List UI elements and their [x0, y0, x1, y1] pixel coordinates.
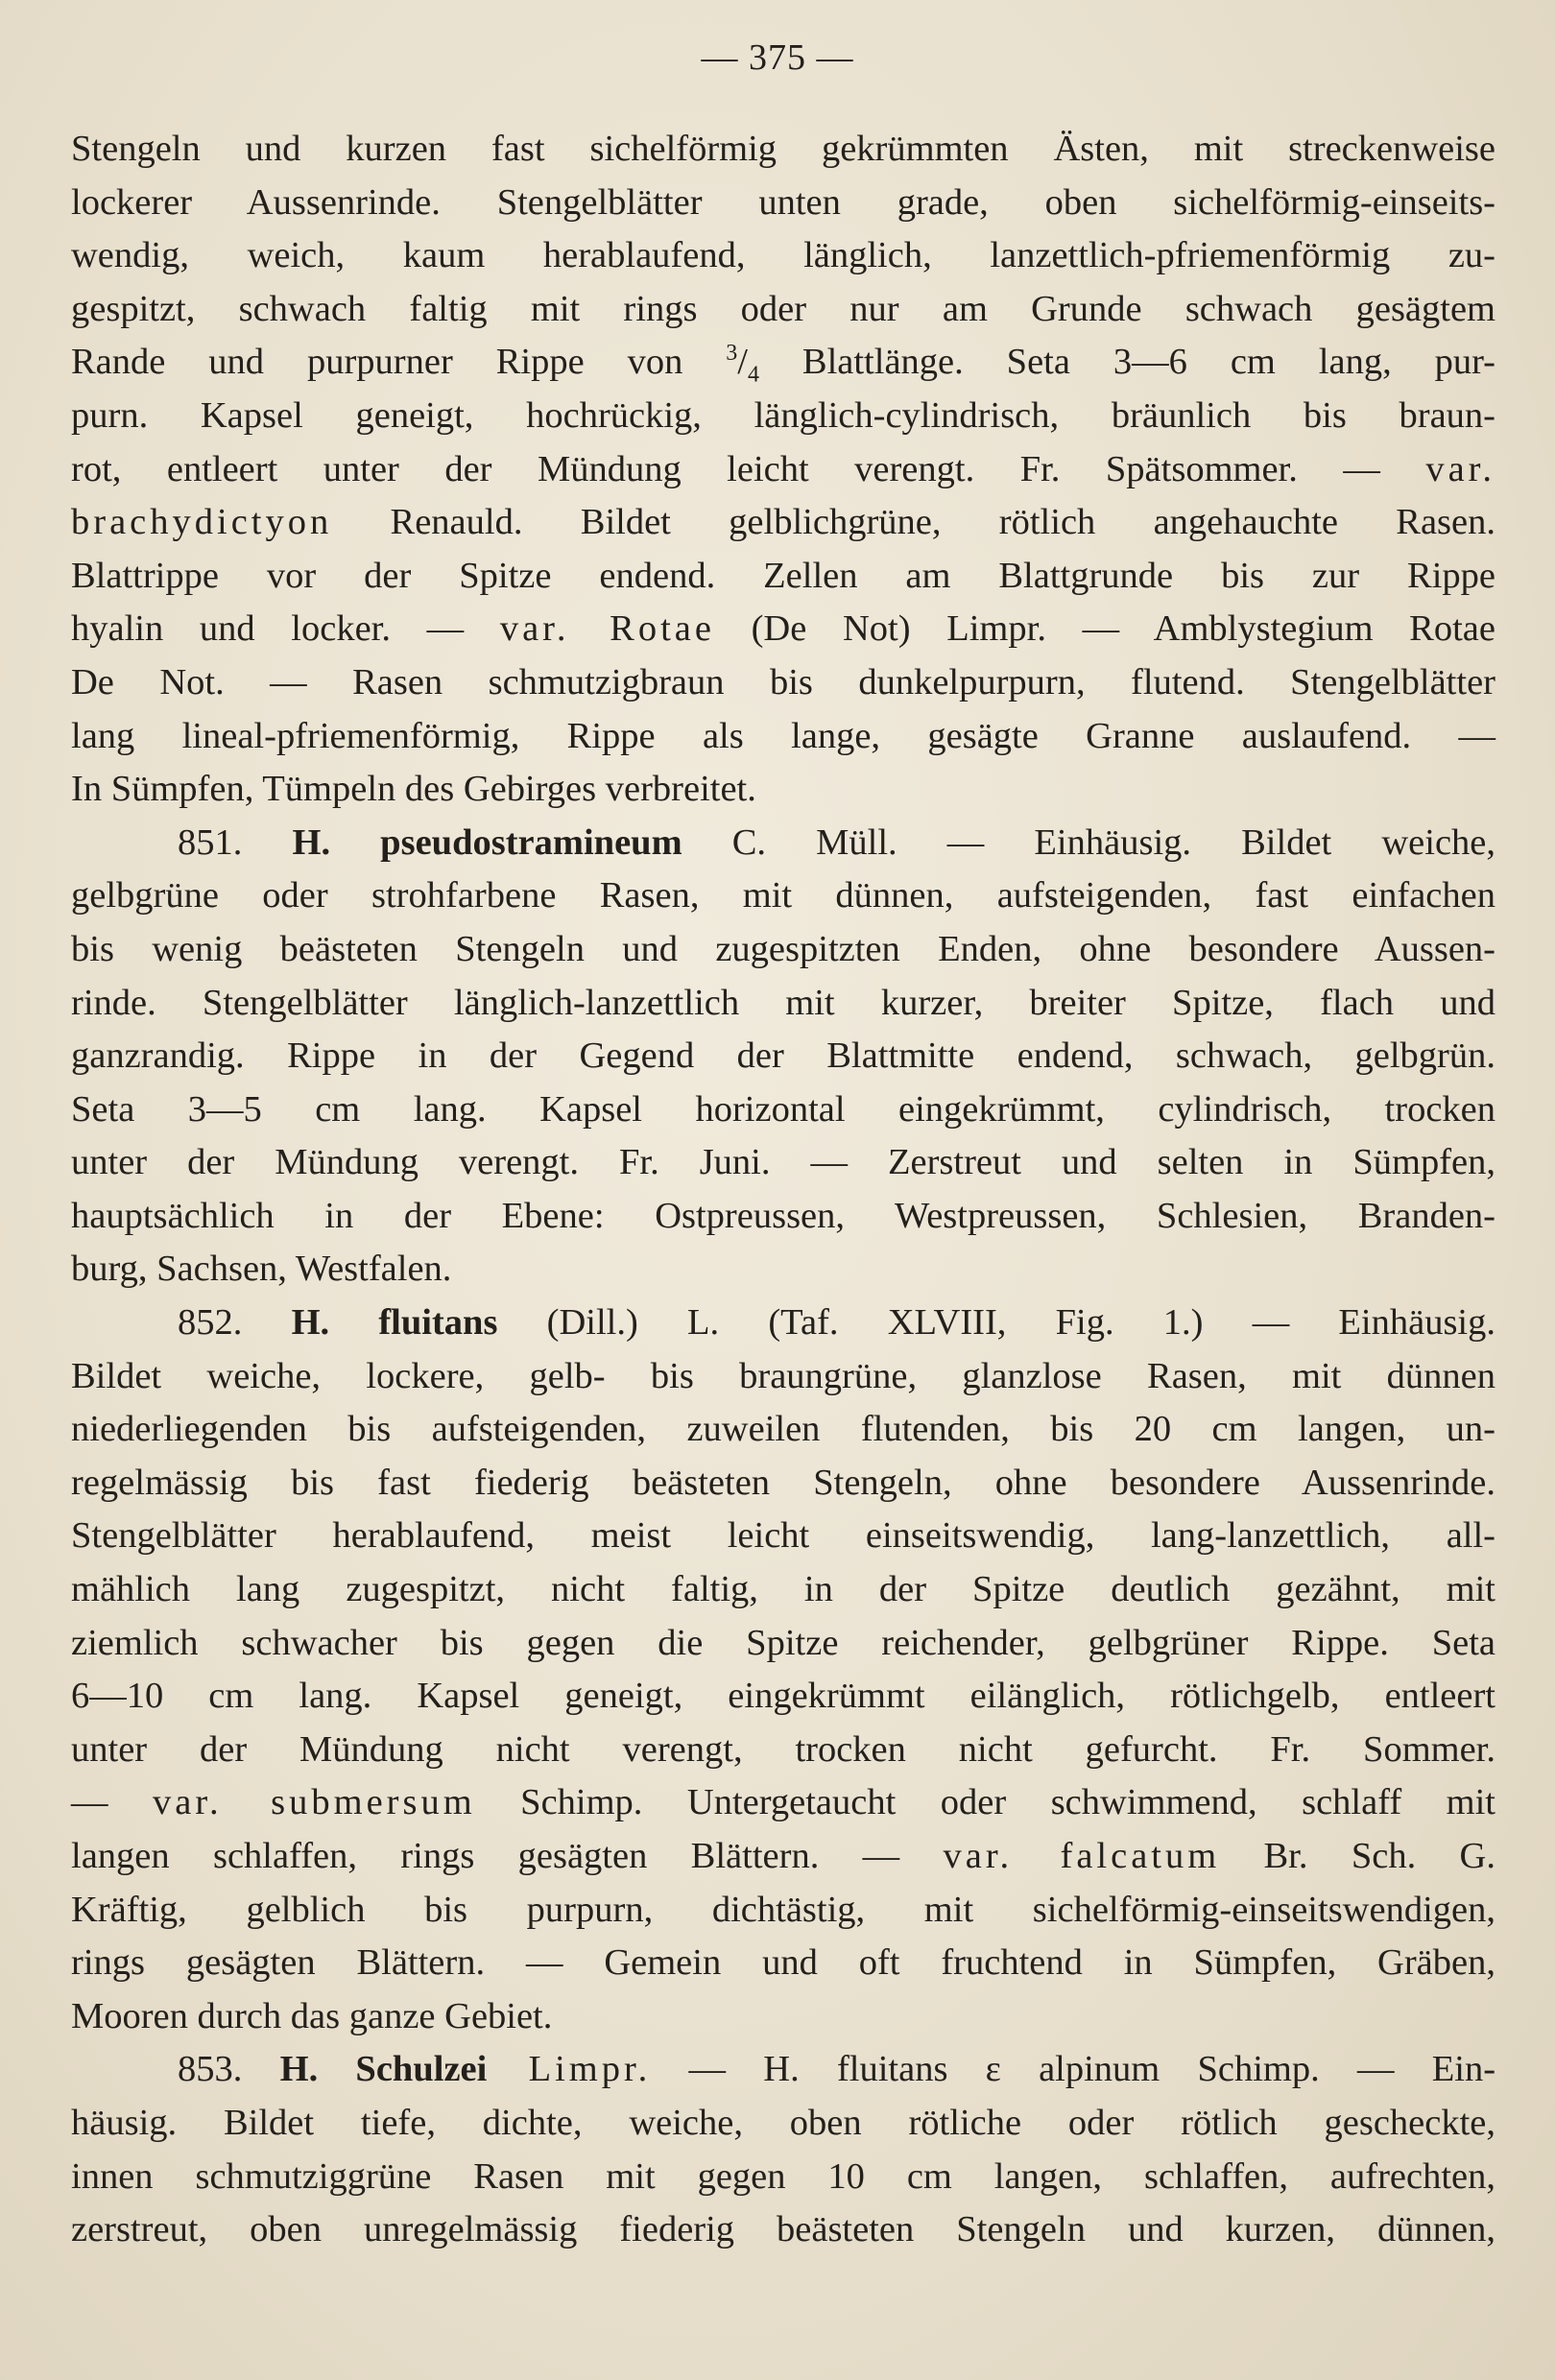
- variety-name: var. falcatum: [943, 1836, 1221, 1876]
- text-span: —: [71, 1782, 153, 1823]
- text-line: [71, 603, 1495, 656]
- page-body: [71, 123, 1495, 2257]
- text-line: ziemlich schwacher bis gegen die Spitze reichender, gelbgrüner Rippe. Seta: [71, 1622, 1495, 1663]
- text-line: Mooren durch das ganze Gebiet.: [71, 1995, 553, 2036]
- variety-label: var.: [1425, 448, 1495, 489]
- variety-name: brachydictyon: [71, 502, 333, 543]
- text-span: C. Müll. — Einhäusig. Bildet weiche,: [682, 821, 1495, 863]
- page-number: — 375 —: [701, 37, 854, 78]
- author-name: Limpr.: [487, 2049, 652, 2090]
- text-span: (Dill.) L. (Taf. XLVIII, Fig. 1.) — Einhäusig.: [497, 1302, 1496, 1344]
- text-line: [71, 1830, 1495, 1884]
- text-line: Stengelblätter herablaufend, meist leicht einseitswendig, lang-lanzettlich, all-: [71, 1515, 1495, 1557]
- text-line: Seta 3—5 cm lang. Kapsel horizontal eingekrümmt, cylindrisch, trocken: [71, 1088, 1495, 1130]
- text-line: Kräftig, gelblich bis purpurn, dichtästig, mit sichelförmig-einseitswendigen,: [71, 1889, 1495, 1930]
- text-line: [71, 443, 1495, 497]
- text-line: [71, 1776, 1495, 1830]
- text-span: Schimp. Untergetaucht oder schwimmend, schlaff mit: [475, 1782, 1495, 1823]
- species-number: 853.: [178, 2049, 280, 2090]
- text-line: gelbgrüne oder strohfarbene Rasen, mit dünnen, aufsteigenden, fast einfachen: [71, 875, 1495, 916]
- text-line: burg, Sachsen, Westfalen.: [71, 1249, 452, 1290]
- text-line: wendig, weich, kaum herablaufend, länglich, lanzettlich-pfriemenförmig zu-: [71, 235, 1495, 276]
- text-line: niederliegenden bis aufsteigenden, zuweilen flutenden, bis 20 cm langen, un-: [71, 1409, 1495, 1450]
- species-heading-852: [71, 1297, 1495, 1350]
- text-line: ganzrandig. Rippe in der Gegend der Blattmitte endend, schwach, gelbgrün.: [71, 1035, 1495, 1077]
- fraction-denominator: 4: [747, 363, 759, 389]
- species-number: 851.: [178, 821, 293, 863]
- text-line: 6—10 cm lang. Kapsel geneigt, eingekrümmt eilänglich, rötlichgelb, entleert: [71, 1676, 1495, 1717]
- fraction-slash: /: [737, 342, 748, 383]
- text-span: hyalin und locker. —: [71, 608, 500, 650]
- text-line: De Not. — Rasen schmutzigbraun bis dunkelpurpurn, flutend. Stengelblätter: [71, 661, 1495, 702]
- text-line: unter der Mündung verengt. Fr. Juni. — Zerstreut und selten in Sümpfen,: [71, 1142, 1495, 1183]
- text-line: In Sümpfen, Tümpeln des Gebirges verbreitet.: [71, 769, 756, 810]
- text-span: Blattlänge. Seta 3—6 cm lang, pur-: [758, 342, 1495, 383]
- text-line: bis wenig beästeten Stengeln und zugespitzten Enden, ohne besondere Aussen-: [71, 928, 1495, 969]
- text-line: lang lineal-pfriemenförmig, Rippe als lange, gesägte Granne auslaufend. —: [71, 715, 1495, 756]
- text-line: regelmässig bis fast fiederig beästeten Stengeln, ohne besondere Aussenrinde.: [71, 1462, 1495, 1503]
- text-line: [71, 336, 1495, 390]
- text-line: unter der Mündung nicht verengt, trocken nicht gefurcht. Fr. Sommer.: [71, 1728, 1495, 1770]
- species-number: 852.: [178, 1302, 292, 1344]
- text-span: rot, entleert unter der Mündung leicht verengt. Fr. Spätsommer. —: [71, 448, 1426, 489]
- text-line: lockerer Aussenrinde. Stengelblätter unten grade, oben sichelförmig-einseits-: [71, 181, 1495, 223]
- species-name: H. fluitans: [291, 1302, 498, 1344]
- species-name: H. Schulzei: [279, 2049, 488, 2090]
- species-name: H. pseudostramineum: [292, 821, 682, 863]
- variety-name: var. Rotae: [499, 608, 715, 650]
- text-line: [71, 496, 1495, 550]
- text-line: rings gesägten Blättern. — Gemein und oft fruchtend in Sümpfen, Gräben,: [71, 1942, 1495, 1984]
- text-line: mählich lang zugespitzt, nicht faltig, in der Spitze deutlich gezähnt, mit: [71, 1569, 1495, 1610]
- text-line: purn. Kapsel geneigt, hochrückig, länglich-cylindrisch, bräunlich bis braun-: [71, 394, 1495, 436]
- text-line: häusig. Bildet tiefe, dichte, weiche, oben rötliche oder rötlich gescheckte,: [71, 2102, 1495, 2143]
- species-heading-853: [71, 2043, 1495, 2097]
- text-span: Br. Sch. G.: [1220, 1836, 1495, 1876]
- text-span: Renauld. Bildet gelblichgrüne, rötlich angehauchte Rasen.: [332, 502, 1495, 543]
- text-line: rinde. Stengelblätter länglich-lanzettlich mit kurzer, breiter Spitze, flach und: [71, 982, 1495, 1023]
- text-line: Bildet weiche, lockere, gelb- bis braungrüne, glanzlose Rasen, mit dünnen: [71, 1355, 1495, 1396]
- text-line: innen schmutziggrüne Rasen mit gegen 10 cm langen, schlaffen, aufrechten,: [71, 2155, 1495, 2197]
- text-line: zerstreut, oben unregelmässig fiederig beästeten Stengeln und kurzen, dünnen,: [71, 2209, 1495, 2250]
- text-line: Stengeln und kurzen fast sichelförmig gekrümmten Ästen, mit streckenweise: [71, 129, 1495, 169]
- text-line: hauptsächlich in der Ebene: Ostpreussen, Westpreussen, Schlesien, Branden-: [71, 1195, 1495, 1236]
- text-span: langen schlaffen, rings gesägten Blättern. —: [71, 1836, 944, 1876]
- text-line: gespitzt, schwach faltig mit rings oder nur am Grunde schwach gesägtem: [71, 288, 1495, 329]
- text-span: (De Not) Limpr. — Amblystegium Rotae: [714, 608, 1495, 650]
- text-span: Rande und purpurner Rippe von: [71, 342, 727, 383]
- fraction-numerator: 3: [726, 341, 738, 367]
- text-line: Blattrippe vor der Spitze endend. Zellen am Blattgrunde bis zur Rippe: [71, 555, 1495, 596]
- text-span: — H. fluitans ε alpinum Schimp. — Ein-: [651, 2049, 1496, 2090]
- variety-name: var. submersum: [153, 1782, 476, 1823]
- species-heading-851: [71, 817, 1495, 870]
